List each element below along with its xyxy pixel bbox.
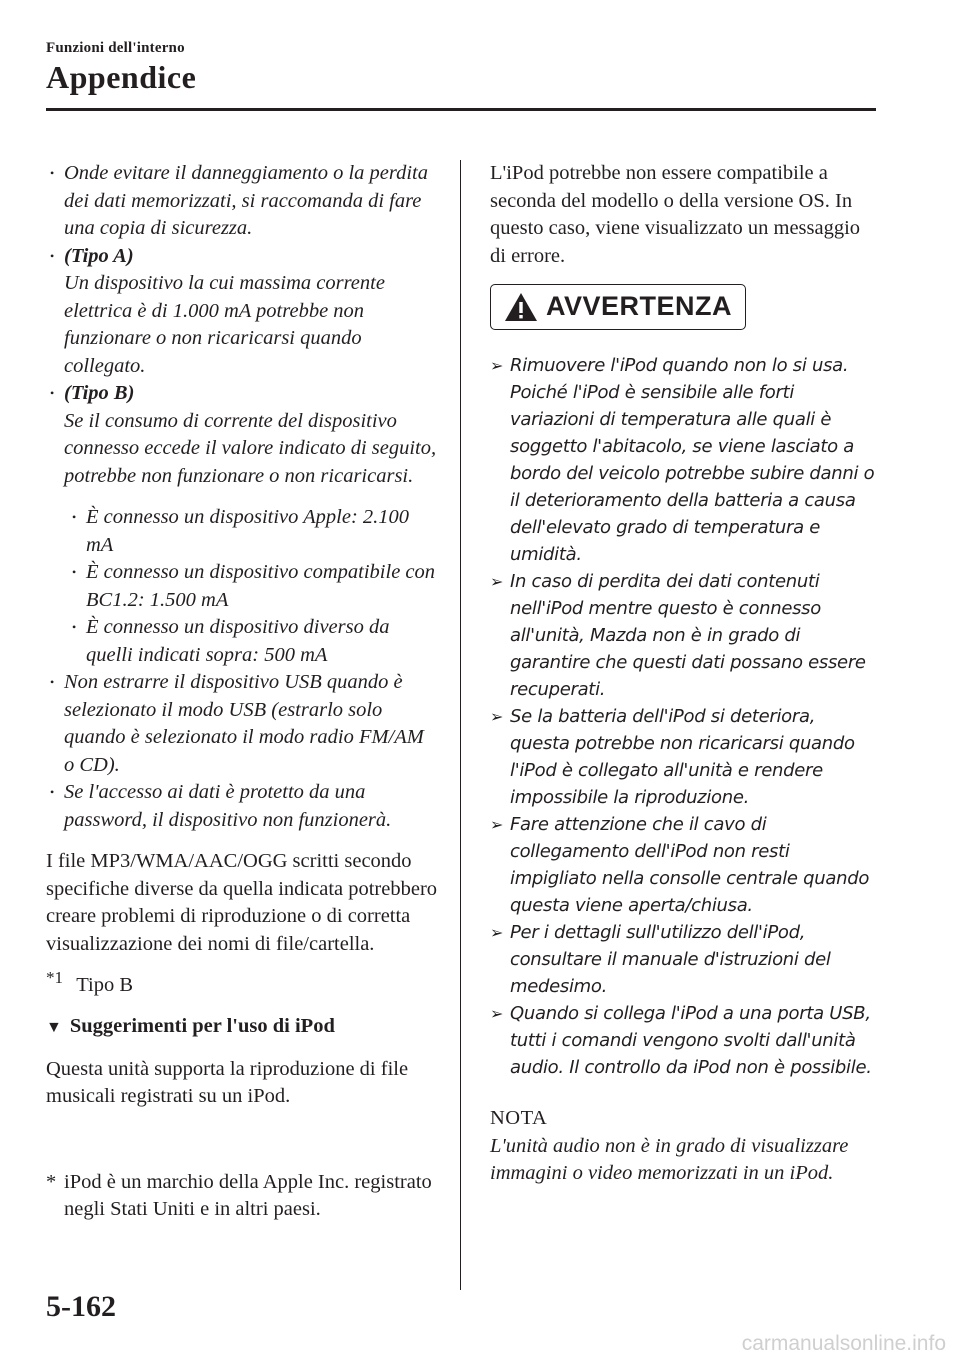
section-title: Funzioni dell'interno	[46, 40, 185, 56]
warning-item-text: Per i dettagli sull'utilizzo dell'iPod, consultare il manuale d'istruzioni del medesimo.	[510, 922, 831, 997]
arrow-bullet-icon: ➢	[490, 707, 504, 726]
sub-bullet-other: • È connesso un dispositivo diverso da quelli indicati sopra: 500 mA	[46, 614, 438, 669]
warning-item-text: Rimuovere l'iPod quando non lo si usa. Poiché l'iPod è sensibile alle forti variazioni di temperatura alle quali è soggetto l'abitacolo, se viene lasciato a bordo del veicolo potrebbe subire danni o il deterioramento della batteria a causa dell'elevato grado di temperatura e umidità.	[510, 355, 875, 565]
arrow-bullet-icon: ➢	[490, 1004, 504, 1023]
bullet-type-b-label: (Tipo B)	[64, 382, 135, 404]
warning-item-text: Fare attenzione che il cavo di collegamento dell'iPod non resti impigliato nella consolle centrale quando questa viene aperta/chiusa.	[510, 814, 870, 916]
warning-triangle-icon	[504, 292, 538, 322]
warning-item-text: In caso di perdita dei dati contenuti nell'iPod mentre questo è connesso all'unità, Mazda non è in grado di garantire che questi dati possano essere recuperati.	[510, 571, 866, 700]
section-heading	[46, 1013, 438, 1042]
sub-bullet-apple: • È connesso un dispositivo Apple: 2.100 mA	[46, 504, 438, 559]
warning-item	[490, 919, 880, 1000]
bullet-type-b-text: Se il consumo di corrente del dispositivo connesso eccede il valore indicato di seguito, potrebbe non funzionare o non ricaricarsi.	[64, 409, 437, 487]
warning-item	[490, 568, 880, 703]
right-column	[490, 160, 880, 1188]
bullet-backup: • Onde evitare il danneggiamento o la perdita dei dati memorizzati, si raccomanda di fare una copia di sicurezza.	[46, 160, 438, 243]
bullet-type-a-text: Un dispositivo la cui massima corrente elettrica è di 1.000 mA potrebbe non funzionare o non ricaricarsi quando collegato.	[64, 272, 385, 377]
header-rule	[46, 108, 876, 111]
bullet-type-b	[46, 380, 438, 490]
page-header	[46, 40, 876, 96]
arrow-bullet-icon: ➢	[490, 356, 504, 375]
bullet-usb-remove: • Non estrarre il dispositivo USB quando è selezionato il modo USB (estrarlo solo quando è selezionato il modo radio FM/AM o CD).	[46, 669, 438, 779]
compatibility-paragraph: L'iPod potrebbe non essere compatibile a seconda del modello o della versione OS. In questo caso, viene visualizzato un messaggio di errore.	[490, 162, 861, 267]
page-number: 5-162	[46, 1290, 116, 1323]
trademark-note-text: iPod è un marchio della Apple Inc. registrato negli Stati Uniti e in altri paesi.	[64, 1170, 432, 1221]
note-title: NOTA	[490, 1107, 548, 1129]
arrow-bullet-icon: ➢	[490, 572, 504, 591]
arrow-bullet-icon: ➢	[490, 923, 504, 942]
bullet-type-a-label: (Tipo A)	[64, 244, 134, 267]
warning-item	[490, 1000, 880, 1081]
trademark-note	[46, 1169, 438, 1224]
bullet-password: • Se l'accesso ai dati è protetto da una password, il dispositivo non funzionerà.	[46, 779, 438, 834]
file-format-paragraph: I file MP3/WMA/AAC/OGG scritti secondo specifiche diverse da quella indicata potrebbero creare problemi di riproduzione o di corretta visualizzazione dei nomi di file/cartella.	[46, 850, 438, 955]
warning-item	[490, 811, 880, 919]
warning-item-text: Se la batteria dell'iPod si deteriora, questa potrebbe non ricaricarsi quando l'iPod è collegato all'unità e rendere impossibile la riproduzione.	[510, 706, 855, 808]
sub-bullet-bc12: • È connesso un dispositivo compatibile con BC1.2: 1.500 mA	[46, 559, 438, 614]
section-heading-text: Suggerimenti per l'uso di iPod	[69, 1015, 335, 1038]
warning-banner	[490, 284, 746, 330]
watermark: carmanualsonline.info	[741, 1332, 946, 1355]
warning-item-text: Quando si collega l'iPod a una porta USB, tutti i comandi vengono svolti dall'unità audio. Il controllo da iPod non è possibile.	[510, 1003, 872, 1078]
note-body: L'unità audio non è in grado di visualizzare immagini o video memorizzati in un iPod.	[490, 1134, 849, 1184]
left-column	[46, 160, 438, 1224]
footnote-mark: *1	[46, 968, 64, 987]
arrow-bullet-icon: ➢	[490, 815, 504, 834]
asterisk-icon: *	[46, 1170, 57, 1193]
footnote-text: Tipo B	[76, 973, 133, 996]
warning-item	[490, 703, 880, 811]
bullet-type-a	[46, 243, 438, 381]
triangle-down-icon: ▼	[46, 1019, 62, 1037]
chapter-title: Appendice	[46, 59, 197, 95]
footnote	[46, 964, 438, 999]
warning-item	[490, 352, 880, 568]
ipod-support-paragraph: Questa unità supporta la riproduzione di file musicali registrati su un iPod.	[46, 1057, 409, 1108]
column-divider	[460, 160, 461, 1290]
warning-label: AVVERTENZA	[545, 291, 732, 322]
